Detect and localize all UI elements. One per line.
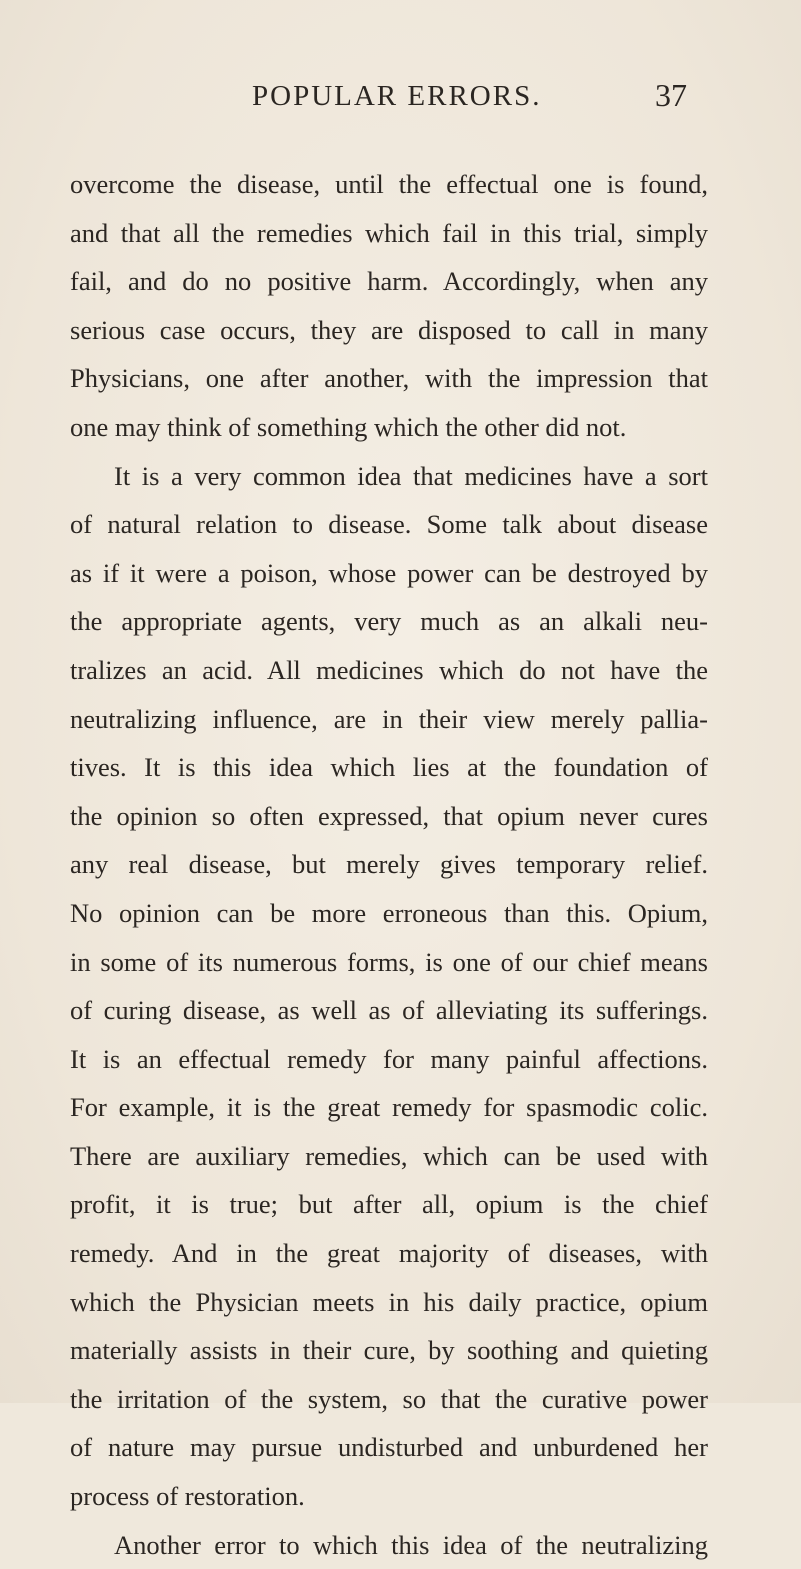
text-line: neutralizing influence, are in their view merely pallia-: [70, 703, 708, 734]
text-line: of natural relation to disease. Some talk about disease: [70, 509, 708, 540]
text-line: There are auxiliary remedies, which can be used with: [70, 1140, 708, 1171]
text-line: It is an effectual remedy for many painful affections.: [70, 1043, 708, 1074]
text-line: the irritation of the system, so that the curative power: [70, 1383, 708, 1414]
text-line: as if it were a poison, whose power can be destroyed by: [70, 557, 708, 588]
text-line: one may think of something which the other did not.: [70, 411, 627, 442]
text-line: profit, it is true; but after all, opium is the chief: [70, 1189, 708, 1220]
text-line: of curing disease, as well as of alleviating its sufferings.: [70, 995, 708, 1026]
text-line: Another error to which this idea of the neutralizing: [114, 1529, 708, 1560]
text-line: materially assists in their cure, by soothing and quieting: [70, 1335, 708, 1366]
body-text: [70, 160, 708, 1569]
text-line: and that all the remedies which fail in this trial, simply: [70, 217, 708, 248]
text-line: process of restoration.: [70, 1481, 305, 1512]
text-line: overcome the disease, until the effectual one is found,: [70, 169, 708, 199]
text-line: any real disease, but merely gives temporary relief.: [70, 849, 708, 880]
text-line: remedy. And in the great majority of diseases, with: [70, 1238, 708, 1269]
page-number: 37: [655, 77, 687, 113]
text-line: For example, it is the great remedy for spasmodic colic.: [70, 1092, 708, 1123]
text-line: tives. It is this idea which lies at the foundation of: [70, 752, 708, 783]
text-line: Physicians, one after another, with the impression that: [70, 363, 708, 394]
text-line: of nature may pursue undisturbed and unburdened her: [70, 1432, 708, 1463]
text-line: the opinion so often expressed, that opium never cures: [70, 800, 708, 831]
page-header: [0, 77, 801, 120]
running-head: POPULAR ERRORS.: [252, 80, 542, 112]
text-line: in some of its numerous forms, is one of our chief means: [70, 946, 708, 977]
text-line: tralizes an acid. All medicines which do not have the: [70, 654, 708, 685]
text-line: which the Physician meets in his daily practice, opium: [70, 1286, 708, 1317]
text-line: No opinion can be more erroneous than this. Opium,: [70, 897, 708, 928]
text-line: the appropriate agents, very much as an alkali neu-: [70, 606, 708, 637]
text-line: fail, and do no positive harm. Accordingly, when any: [70, 266, 708, 297]
text-line: It is a very common idea that medicines have a sort: [114, 460, 708, 491]
text-line: serious case occurs, they are disposed to call in many: [70, 314, 708, 345]
